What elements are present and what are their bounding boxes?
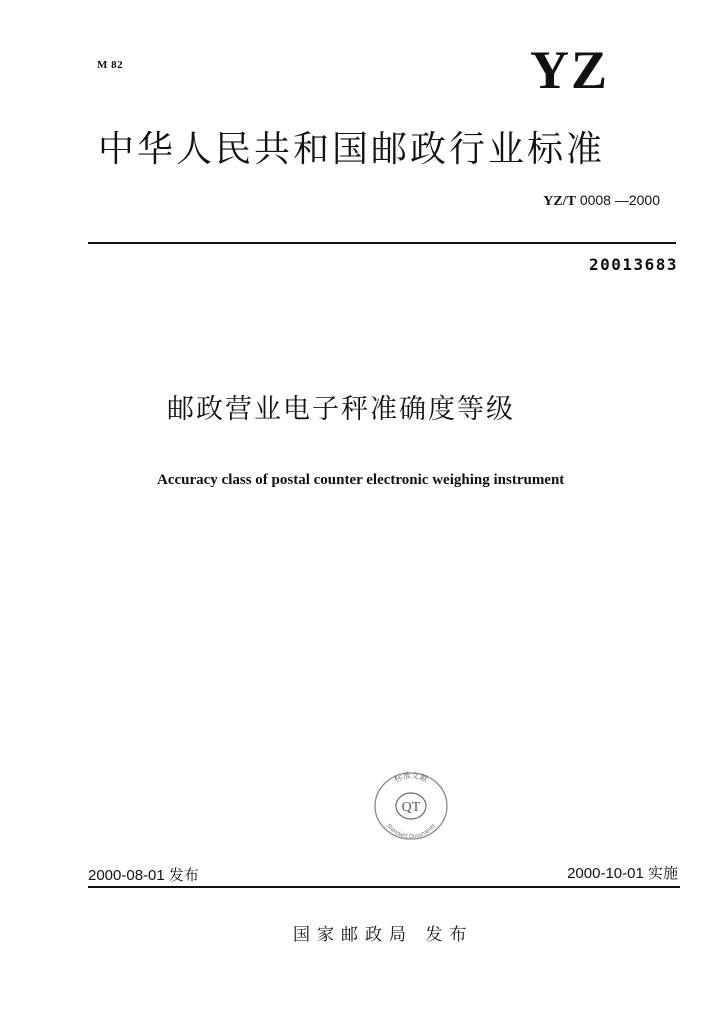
standard-code: YZ/T	[543, 194, 576, 209]
document-title-english: Accuracy class of postal counter electronic weighing instrument	[157, 472, 565, 488]
yz-logo: YZ	[530, 40, 610, 100]
footer-divider	[88, 886, 680, 888]
seal-top-text: 标准文献	[392, 770, 430, 785]
effective-date: 2000-10-01 实施	[567, 865, 678, 882]
archive-number: 20013683	[588, 255, 678, 274]
svg-text:Standard Documents	[385, 823, 437, 840]
classification-code: M 82	[97, 59, 124, 71]
issue-date: 2000-08-01 发布	[88, 867, 199, 884]
publisher: 国家邮政局 发布	[293, 925, 474, 945]
standard-number-value: 0008 —2000	[579, 192, 660, 208]
standard-documents-seal-icon	[371, 770, 451, 842]
seal-bottom-text: Standard Documents	[385, 823, 437, 841]
header-divider	[88, 242, 676, 244]
document-title-chinese: 邮政营业电子秤准确度等级	[167, 394, 515, 425]
seal-center-text: QT	[401, 800, 421, 815]
standard-body-title: 中华人民共和国邮政行业标准	[98, 129, 606, 170]
standard-number	[543, 192, 660, 210]
svg-text:标准文献	[392, 770, 429, 784]
